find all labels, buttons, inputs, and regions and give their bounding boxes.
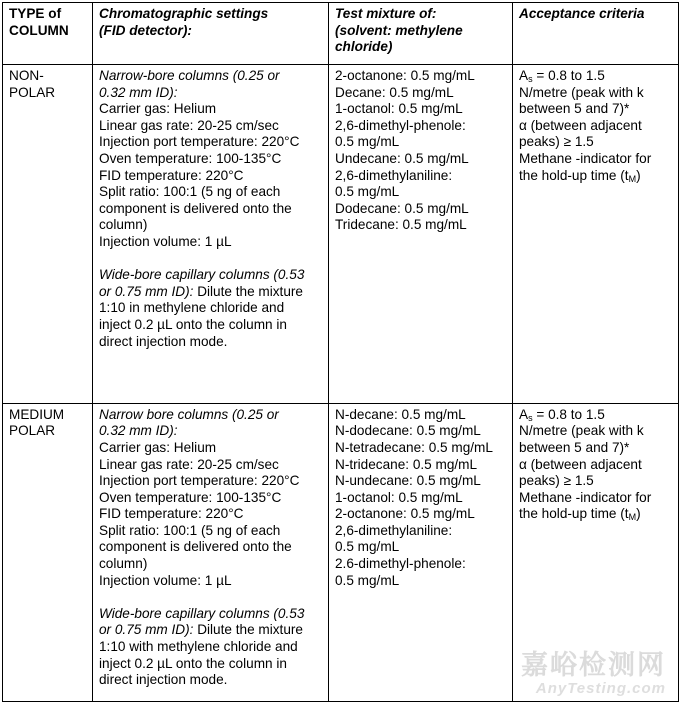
table-row-non-polar: [3, 65, 679, 404]
holdup-line: [519, 168, 671, 185]
criteria-line: α (between adjacent: [519, 117, 642, 133]
mixture-line: N-dodecane: 0.5 mg/mL: [335, 423, 481, 439]
wide-bore-text: 1:10 in methylene chloride and: [99, 300, 285, 316]
criteria-text: = 0.8 to 1.5: [532, 68, 605, 83]
wide-bore-text: Dilute the mixture: [193, 622, 303, 638]
criteria-line: peaks) ≥ 1.5: [519, 134, 594, 150]
type-line: NON-: [9, 68, 44, 83]
mixture-line: Undecane: 0.5 mg/mL: [335, 150, 469, 166]
wide-bore-line: [99, 622, 321, 639]
mixture-line: N-tetradecane: 0.5 mg/mL: [335, 439, 493, 455]
spacer: [99, 251, 321, 268]
setting-line: Oven temperature: 100-135°C: [99, 489, 282, 505]
header-line: Test mixture of:: [335, 6, 437, 21]
criteria-subscript: s: [528, 412, 533, 423]
criteria-line: peaks) ≥ 1.5: [519, 473, 594, 489]
narrow-bore-title: Narrow bore columns (0.25 or: [99, 406, 279, 422]
setting-line: column): [99, 556, 148, 572]
narrow-bore-title: Narrow-bore columns (0.25 or: [99, 68, 280, 83]
wide-bore-text: inject 0.2 µL onto the column in: [99, 316, 287, 332]
setting-line: FID temperature: 220°C: [99, 167, 244, 183]
mixture-line: 2,6-dimethyl-phenole:: [335, 117, 466, 133]
mixture-line: Dodecane: 0.5 mg/mL: [335, 200, 469, 216]
setting-line: Linear gas rate: 20-25 cm/sec: [99, 117, 279, 133]
mixture-line: 1-octanol: 0.5 mg/mL: [335, 489, 463, 505]
criteria-line: Methane -indicator for: [519, 150, 652, 166]
header-line: (solvent: methylene: [335, 22, 463, 38]
setting-line: Carrier gas: Helium: [99, 439, 217, 455]
setting-line: Split ratio: 100:1 (5 ng of each: [99, 522, 281, 538]
header-chromatographic-settings: [93, 3, 329, 65]
criteria-line: Methane -indicator for: [519, 489, 652, 505]
setting-line: Injection volume: 1 µL: [99, 572, 232, 588]
setting-line: component is delivered onto the: [99, 539, 292, 555]
mixture-line: 0.5 mg/mL: [335, 134, 400, 150]
wide-bore-line: [99, 284, 321, 301]
setting-line: column): [99, 217, 148, 233]
wide-bore-text: direct injection mode.: [99, 333, 228, 349]
header-column-type: [3, 3, 93, 65]
criteria-line: α (between adjacent: [519, 456, 642, 472]
type-line: MEDIUM: [9, 406, 65, 422]
wide-bore-text: 1:10 with methylene chloride and: [99, 639, 298, 655]
cell-chromatographic-settings: [93, 403, 329, 701]
cell-test-mixture: [329, 65, 513, 404]
wide-bore-text: inject 0.2 µL onto the column in: [99, 655, 287, 671]
criteria-text: = 0.8 to 1.5: [532, 406, 605, 422]
wide-bore-text: direct injection mode.: [99, 672, 228, 688]
spacer: [99, 589, 321, 606]
setting-line: Oven temperature: 100-135°C: [99, 150, 282, 166]
setting-line: Carrier gas: Helium: [99, 101, 217, 117]
wide-bore-text: Dilute the mixture: [193, 283, 303, 299]
watermark-english: AnyTesting.com: [535, 680, 666, 697]
mixture-line: Decane: 0.5 mg/mL: [335, 84, 454, 100]
mixture-line: 2,6-dimethylaniline:: [335, 167, 453, 183]
criteria-text: the hold-up time (t: [519, 167, 629, 183]
mixture-line: 0.5 mg/mL: [335, 184, 400, 200]
asymmetry-line: [519, 407, 671, 424]
header-line: Acceptance criteria: [519, 6, 645, 21]
criteria-subscript: M: [628, 173, 637, 184]
narrow-bore-title: 0.32 mm ID):: [99, 84, 178, 100]
criteria-line: N/metre (peak with k: [519, 84, 644, 100]
setting-line: FID temperature: 220°C: [99, 506, 244, 522]
mixture-line: N-undecane: 0.5 mg/mL: [335, 473, 481, 489]
header-acceptance-criteria: [513, 3, 679, 65]
criteria-subscript: s: [528, 74, 533, 84]
header-line: TYPE of: [9, 6, 62, 21]
criteria-text: A: [519, 406, 529, 422]
mixture-line: 2.6-dimethyl-phenole:: [335, 556, 466, 572]
type-line: POLAR: [9, 84, 56, 100]
watermark-chinese: 嘉峪检测网: [521, 650, 666, 681]
header-line: COLUMN: [9, 22, 69, 38]
criteria-text: the hold-up time (t: [519, 506, 629, 522]
wide-bore-title: or 0.75 mm ID):: [99, 283, 194, 299]
setting-line: Injection port temperature: 220°C: [99, 473, 300, 489]
criteria-line: N/metre (peak with k: [519, 423, 644, 439]
criteria-line: between 5 and 7)*: [519, 439, 630, 455]
cell-acceptance-criteria: [513, 403, 679, 701]
header-test-mixture: [329, 3, 513, 65]
narrow-bore-title: 0.32 mm ID):: [99, 423, 178, 439]
header-line: (FID detector):: [99, 22, 192, 38]
setting-line: Injection port temperature: 220°C: [99, 134, 300, 150]
setting-line: Linear gas rate: 20-25 cm/sec: [99, 456, 279, 472]
mixture-line: N-tridecane: 0.5 mg/mL: [335, 456, 478, 472]
setting-line: component is delivered onto the: [99, 200, 292, 216]
criteria-subscript: M: [628, 512, 637, 523]
criteria-line: between 5 and 7)*: [519, 101, 630, 117]
wide-bore-title: Wide-bore capillary columns (0.53: [99, 605, 305, 621]
header-line: Chromatographic settings: [99, 6, 269, 21]
cell-column-type: [3, 65, 93, 404]
table-row-medium-polar: [3, 403, 679, 701]
header-row: [3, 3, 679, 65]
mixture-line: Tridecane: 0.5 mg/mL: [335, 217, 467, 233]
setting-line: Injection volume: 1 µL: [99, 233, 232, 249]
mixture-line: 0.5 mg/mL: [335, 539, 400, 555]
header-line: chloride): [335, 39, 393, 55]
mixture-line: 0.5 mg/mL: [335, 572, 400, 588]
mixture-line: 2-octanone: 0.5 mg/mL: [335, 506, 475, 522]
wide-bore-title: Wide-bore capillary columns (0.53: [99, 267, 305, 283]
mixture-line: N-decane: 0.5 mg/mL: [335, 406, 466, 422]
cell-chromatographic-settings: [93, 65, 329, 404]
mixture-line: 2-octanone: 0.5 mg/mL: [335, 68, 475, 83]
criteria-text: ): [636, 167, 641, 183]
cell-test-mixture: [329, 403, 513, 701]
mixture-line: 2,6-dimethylaniline:: [335, 522, 453, 538]
setting-line: Split ratio: 100:1 (5 ng of each: [99, 184, 281, 200]
asymmetry-line: [519, 68, 671, 85]
wide-bore-title: or 0.75 mm ID):: [99, 622, 194, 638]
cell-column-type: [3, 403, 93, 701]
cell-acceptance-criteria: [513, 65, 679, 404]
holdup-line: [519, 506, 671, 523]
mixture-line: 1-octanol: 0.5 mg/mL: [335, 101, 463, 117]
criteria-text: ): [636, 506, 641, 522]
gc-column-test-table: [2, 2, 679, 702]
criteria-text: A: [519, 68, 529, 83]
type-line: POLAR: [9, 423, 56, 439]
